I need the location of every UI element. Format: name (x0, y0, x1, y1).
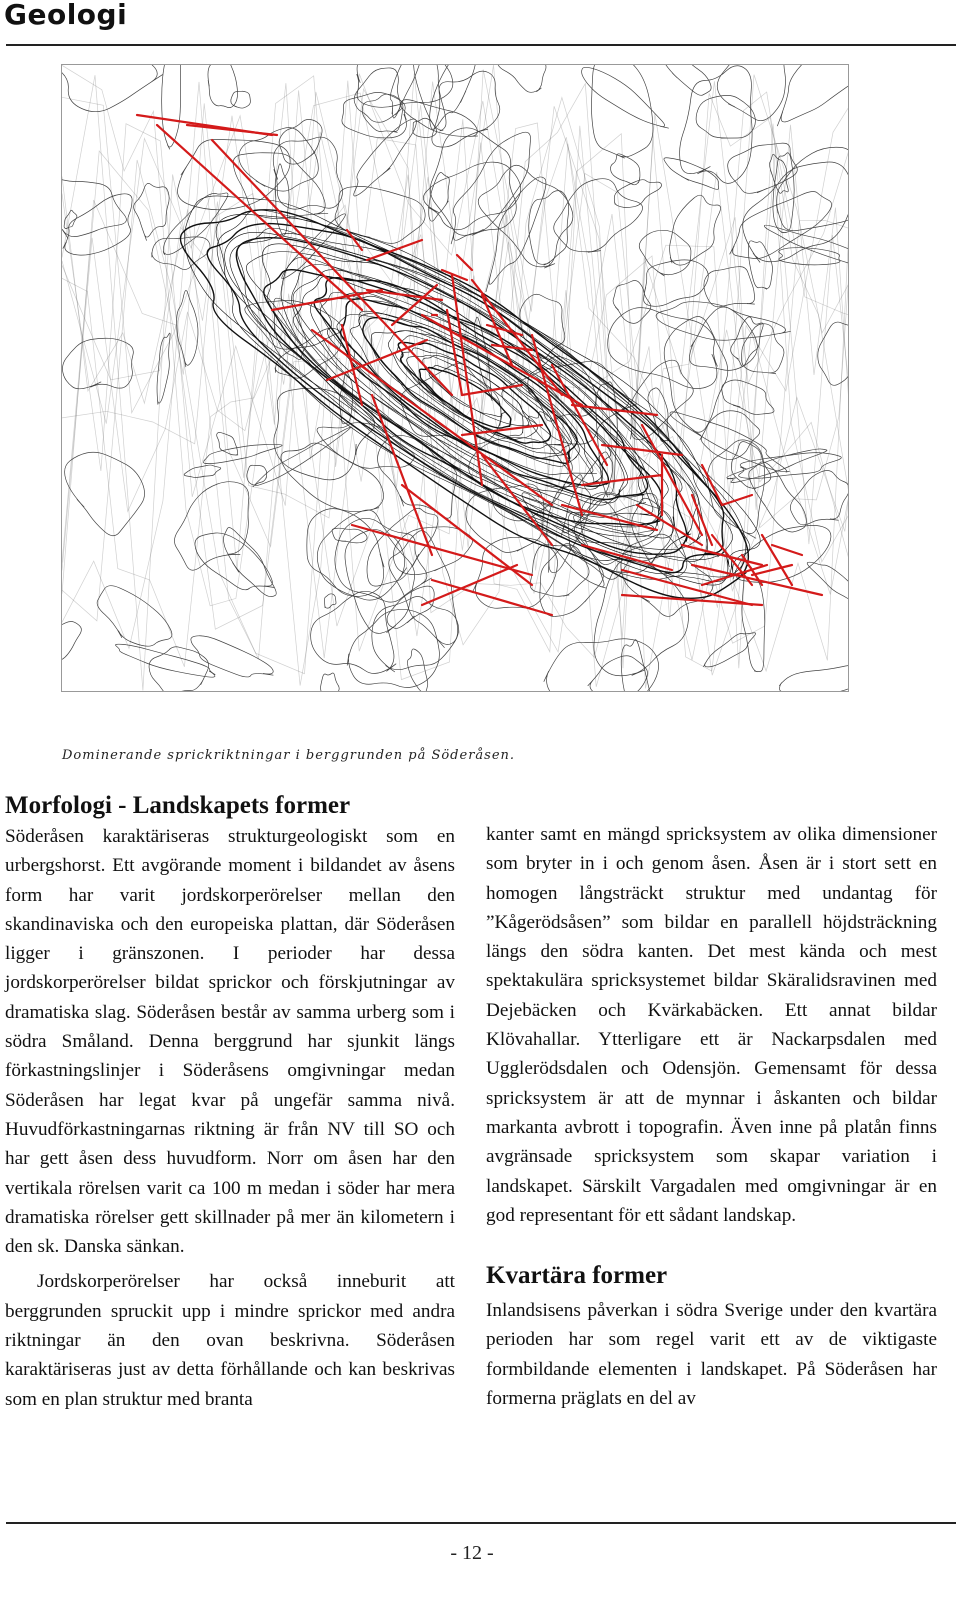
terrain-contour (591, 65, 652, 158)
terrain-contour (372, 597, 459, 672)
terrain-contour (407, 649, 427, 691)
left-column (5, 790, 455, 1414)
terrain-contour (807, 562, 848, 616)
terrain-contour (347, 609, 439, 687)
fracture-line (642, 425, 702, 535)
fracture-map-figure (61, 64, 849, 692)
terrain-contour (62, 65, 163, 112)
terrain-contour (321, 673, 340, 691)
footer-divider (6, 1522, 956, 1524)
terrain-contour (203, 445, 282, 464)
page-number: - 12 - (450, 1542, 494, 1564)
fracture-line (622, 595, 762, 605)
terrain-contour (670, 195, 721, 265)
section-title-morfologi: Morfologi - Landskapets former (5, 792, 351, 819)
section-title-kvartara: Kvartära former (486, 1262, 668, 1290)
terrain-contour (748, 241, 772, 290)
fracture-line (462, 385, 522, 395)
terrain-contour (777, 65, 848, 126)
terrain-contour (614, 180, 661, 208)
terrain-contour (611, 154, 640, 185)
terrain-contour (62, 82, 848, 671)
terrain-contour (544, 639, 659, 691)
fracture-line (772, 545, 802, 555)
page-header-title: Geologi (4, 0, 128, 31)
paragraph-kvartara-1: Inlandsisens påverkan i södra Sverige under den kvartära perioden har som regel varit ett av de viktigaste formbildande elementen i landskapet. På Söderåsen har formerna präglats en del av (486, 1300, 937, 1410)
terrain-contour (660, 65, 711, 95)
terrain-contour (680, 66, 753, 184)
terrain-contour (97, 586, 172, 647)
paragraph-morfologi-1: Söderåsen karaktäriseras strukturgeologiskt som en urbergshorst. Ett avgörande moment i bildandet av åsens form har varit jordskorperörelser mellan den skandinaviska och den europeiska plattan, där Söderåsen ligger i gränszonen. I perioder har dessa jordskorperörelser bildat sprickor och förskjutningar av dramatiska slag. Söderåsen består av samma urberg som i södra Småland. Denna berggrund har sjunkit längs förkastningslinjer i Söderåsens omgivningar medan Söderåsen har legat kvar på ungefär samma nivå. Huvudförkastningarnas riktning är från NV till SO och har gett åsen dess huvudform. Norr om åsen har den vertikala rörelsen varit ca 100 m medan i söder har mera dramatiska rörelser gett skillnader på mer än kilometern i den sk. Danska sänkan. (5, 826, 455, 1258)
terrain-contour (247, 465, 267, 485)
figure-caption: Dominerande sprickriktningar i berggrunden på Söderåsen. (62, 748, 516, 763)
fracture-line (762, 535, 792, 585)
topographic-contours (62, 65, 848, 691)
terrain-contour (65, 452, 145, 536)
header-divider (6, 44, 956, 46)
terrain-contour (134, 183, 169, 240)
terrain-contour (281, 443, 384, 512)
terrain-contour (779, 665, 848, 691)
terrain-contour (354, 119, 417, 196)
terrain-contour (63, 338, 134, 389)
terrain-contour (393, 527, 472, 575)
terrain-contour (613, 280, 651, 323)
terrain-contour (497, 65, 546, 92)
terrain-contour (621, 640, 657, 691)
terrain-contour (742, 324, 784, 374)
terrain-contour (62, 622, 81, 662)
terrain-contour (62, 69, 848, 679)
terrain-contour (115, 644, 215, 677)
terrain-contour (354, 68, 402, 122)
terrain-contour (656, 302, 791, 341)
terrain-contour (644, 260, 709, 306)
paragraph-morfologi-3: kanter samt en mängd spricksystem av olika dimensioner som bryter in i och genom åsen. Åsen är i stort sett en homogen långsträckt struktur med undantag för ”Kågerödsåsen” som bildar en parallell höjdsträckning längs den södra kanten. Det mest kända och mest spektakulära spricksystemet bildar Skäralidsravinen med Dejebäcken och Kvärkabäcken. Ett annat bildar Klövahallar. Ytterligare ett är Nackarpsdalen med Ugglerödsdalen och Odensjön. Gemensamt för dessa spricksystem är att de mynnar i åskanten och bildar markanta avbrott i topografin. Även inne på platån finns avgränsade spricksystem som skapar variation i landskapet. Särskilt Vargadalen med omgivningar är en god representant för ett sådant landskap. (486, 824, 937, 1226)
terrain-contour (208, 65, 238, 108)
terrain-contour (773, 153, 794, 233)
terrain-contour (478, 165, 573, 268)
right-column (486, 820, 937, 1413)
paragraph-morfologi-2: Jordskorperörelser har också inneburit att berggrunden spruckit upp i mindre sprickor med andra riktningar än den ovan beskrivna. Söderåsen karaktäriseras just av detta förhållande och kan beskrivas som en plan struktur med branta (5, 1271, 455, 1410)
fracture-line (187, 125, 277, 135)
terrain-contour (703, 633, 755, 667)
fracture-line (457, 255, 472, 270)
terrain-contour (608, 308, 718, 389)
terrain-contour (522, 493, 606, 588)
